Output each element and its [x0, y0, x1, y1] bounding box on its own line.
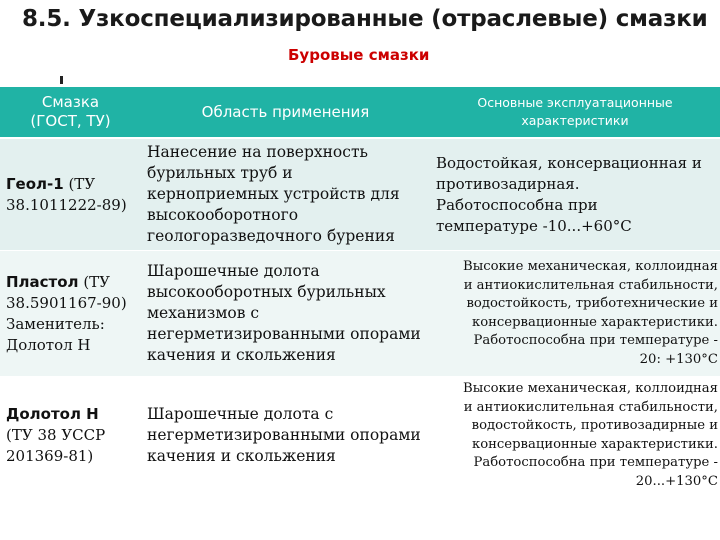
application-area-cell: Шарошечные долота с негерметизированными опорами качения и скольжения [141, 377, 430, 495]
lubricant-name-cell: Пластол (ТУ 38.5901167-90) Заменитель: Долотол Н [0, 251, 141, 377]
lubricant-name-cell: Геол-1 (ТУ 38.1011222-89) [0, 138, 141, 251]
page-subtitle: Буровые смазки [288, 46, 430, 64]
table-header-row [0, 87, 720, 138]
lubricants-table [0, 87, 720, 494]
table-row [0, 377, 720, 495]
page-title: 8.5. Узкоспециализированные (отраслевые) смазки [22, 6, 708, 32]
application-area-cell: Шарошечные долота высокооборотных бурильных механизмов с негерметизированными опорами качения и скольжения [141, 251, 430, 377]
lubricant-name-cell: Долотол Н (ТУ 38 УССР 201369-81) [0, 377, 141, 495]
decorative-tick [60, 76, 63, 84]
header-characteristics: Основные эксплуатационные характеристики [430, 87, 720, 138]
header-application-area: Область применения [141, 87, 430, 138]
table-row [0, 251, 720, 377]
characteristics-cell: Высокие механическая, коллоидная и антиокислительная стабильности, водостойкость, противозадирные и консервационные характеристики. Работоспособна при температуре - 20...+130°С [430, 377, 720, 495]
characteristics-cell: Высокие механическая, коллоидная и антиокислительная стабильности, водостойкость, триботехнические и консервационные характеристики. Работоспособна при температуре - 20: +130°С [430, 251, 720, 377]
header-lubricant: Смазка (ГОСТ, ТУ) [0, 87, 141, 138]
characteristics-cell: Водостойкая, консервационная и противозадирная. Работоспособна при температуре -10...+60°С [430, 138, 720, 251]
table-row [0, 138, 720, 251]
application-area-cell: Нанесение на поверхность бурильных труб и керноприемных устройств для высокооборотного геологоразведочного бурения [141, 138, 430, 251]
